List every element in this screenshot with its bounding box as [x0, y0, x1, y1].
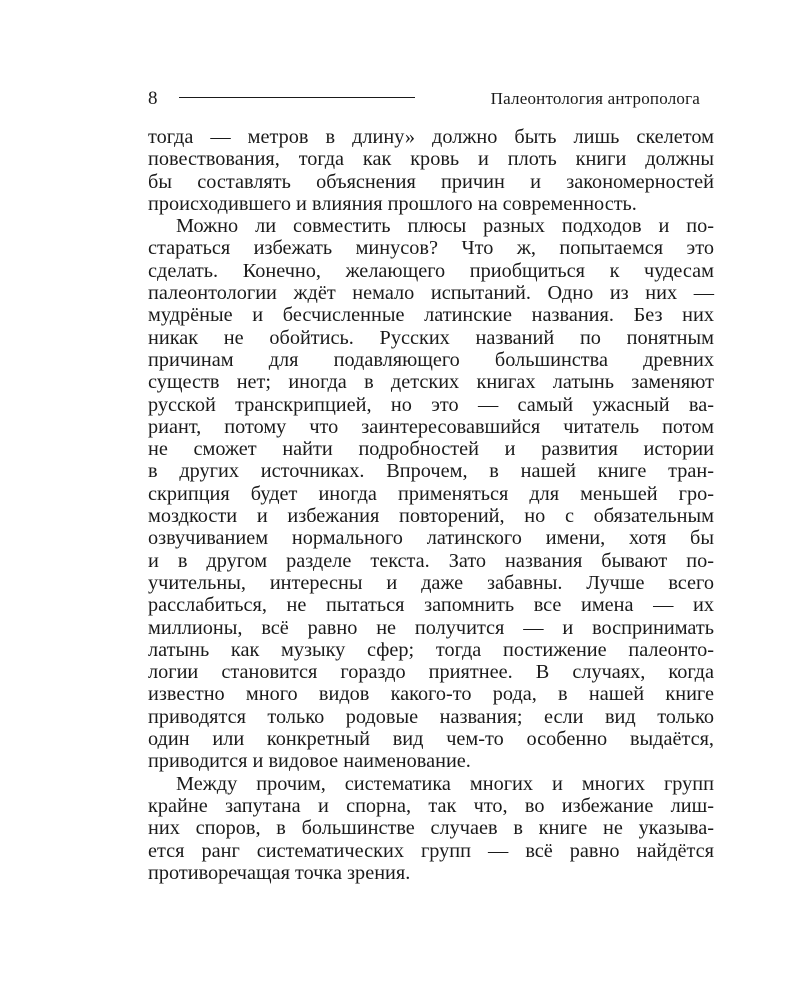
- text-line: расслабиться, не пытаться запомнить все имена — их: [148, 594, 714, 617]
- text-line: моздкости и избежания повторений, но с обязательным: [148, 505, 714, 528]
- text-line: происходившего и влияния прошлого на современность.: [148, 192, 637, 215]
- text-line: никак не обойтись. Русских названий по понятным: [148, 326, 714, 349]
- text-line: ется ранг систематических групп — всё равно найдётся: [148, 839, 714, 862]
- text-line: один или конкретный вид чем-то особенно выдаётся,: [148, 728, 714, 751]
- text-line: палеонтологии ждёт немало испытаний. Одно из них —: [148, 282, 714, 305]
- text-line: них споров, в большинстве случаев в книге не указыва-: [148, 817, 714, 840]
- text-line: озвучиванием нормального латинского имени, хотя бы: [148, 527, 714, 550]
- text-line: мудрёные и бесчисленные латинские названия. Без них: [148, 304, 714, 327]
- text-line: русской транскрипцией, но это — самый ужасный ва-: [148, 393, 714, 416]
- header-rule: [179, 97, 415, 98]
- text-line: не сможет найти подробностей и развития истории: [148, 438, 714, 461]
- text-line: Между прочим, систематика многих и многих групп: [176, 772, 714, 795]
- text-line: миллионы, всё равно не получится — и воспринимать: [148, 616, 714, 639]
- text-line: в других источниках. Впрочем, в нашей книге тран-: [148, 460, 714, 483]
- text-line: риант, потому что заинтересовавшийся читатель потом: [148, 415, 714, 438]
- text-line: бы составлять объяснения причин и закономерностей: [148, 170, 714, 193]
- text-line: крайне запутана и спорна, так что, во избежание лиш-: [148, 794, 714, 817]
- text-line: латынь как музыку сфер; тогда постижение палеонто-: [148, 638, 714, 661]
- running-title: Палеонтология антрополога: [490, 89, 700, 108]
- page-header: [148, 86, 700, 112]
- text-line: скрипция будет иногда применяться для меньшей гро-: [148, 482, 714, 505]
- text-line: существ нет; иногда в детских книгах латынь заменяют: [148, 371, 714, 394]
- text-line: сделать. Конечно, желающего приобщиться к чудесам: [148, 259, 714, 282]
- text-line: и в другом разделе текста. Зато названия бывают по-: [148, 549, 714, 572]
- text-line: тогда — метров в длину» должно быть лишь скелетом: [148, 126, 714, 148]
- text-line: известно много видов какого-то рода, в нашей книге: [148, 683, 714, 706]
- text-line: Можно ли совместить плюсы разных подходов и по-: [176, 215, 714, 238]
- text-line: причинам для подавляющего большинства древних: [148, 348, 714, 371]
- text-line: учительны, интересны и даже забавны. Лучше всего: [148, 571, 714, 594]
- text-line: приводятся только родовые названия; если вид только: [148, 705, 714, 728]
- text-line: приводится и видовое наименование.: [148, 750, 471, 773]
- text-line: стараться избежать минусов? Что ж, попытаемся это: [148, 237, 714, 260]
- text-line: повествования, тогда как кровь и плоть книги должны: [148, 148, 714, 171]
- body-text: [148, 126, 714, 884]
- page-number: 8: [148, 88, 158, 109]
- text-line: противоречащая точка зрения.: [148, 861, 411, 884]
- text-line: логии становится гораздо приятнее. В случаях, когда: [148, 661, 714, 684]
